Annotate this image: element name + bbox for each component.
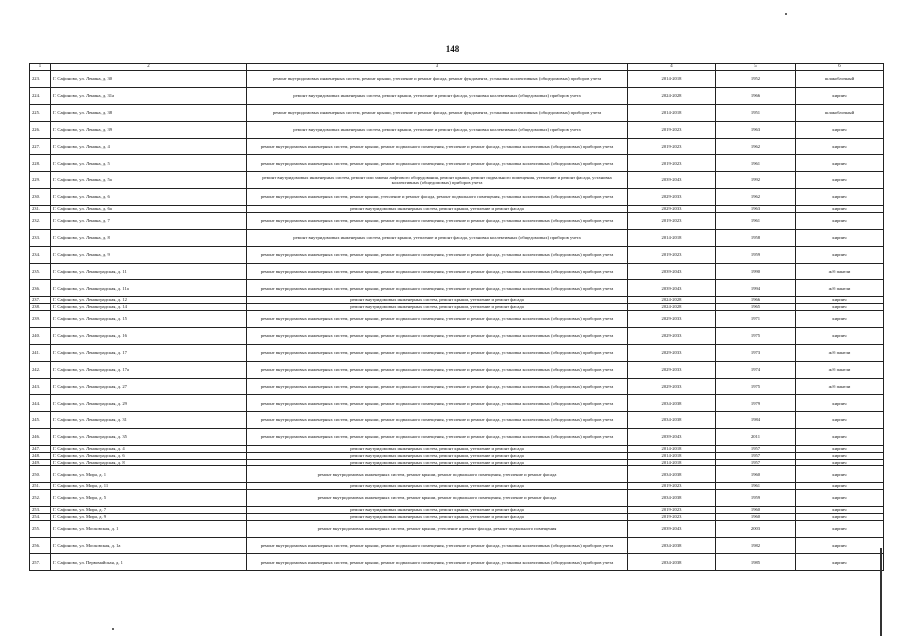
wall-material-cell: кирпич bbox=[796, 121, 884, 138]
table-row bbox=[30, 483, 884, 490]
table-row bbox=[30, 263, 884, 280]
period-cell: 2034-2038 bbox=[628, 412, 716, 429]
build-year-cell: 1957 bbox=[716, 452, 796, 459]
build-year-cell: 1957 bbox=[716, 446, 796, 453]
table-row bbox=[30, 172, 884, 189]
address-cell: Г. Сафоново, ул. Московская, д. 1 bbox=[51, 520, 247, 537]
wall-material-cell: ж/б панели bbox=[796, 378, 884, 395]
works-cell: ремонт внутридомовых инженерных систем, ремонт крыши, утепление и ремонт фасада bbox=[247, 513, 628, 520]
build-year-cell: 1971 bbox=[716, 310, 796, 327]
wall-material-cell: кирпич bbox=[796, 429, 884, 446]
table-row bbox=[30, 452, 884, 459]
address-cell: Г. Сафоново, ул. Ленинградская, д. 29 bbox=[51, 395, 247, 412]
table-row bbox=[30, 121, 884, 138]
wall-material-cell: кирпич bbox=[796, 327, 884, 344]
address-cell: Г. Сафоново, ул. Ленина, д. 38 bbox=[51, 104, 247, 121]
works-cell: ремонт внутридомовых инженерных систем, ремонт крыши, утепление и ремонт фасада bbox=[247, 452, 628, 459]
period-cell: 2034-2038 bbox=[628, 537, 716, 554]
wall-material-cell: кирпич bbox=[796, 155, 884, 172]
row-number: 238. bbox=[30, 304, 51, 311]
address-cell: Г. Сафоново, ул. Ленина, д. 30 bbox=[51, 71, 247, 88]
row-number: 228. bbox=[30, 155, 51, 172]
table-row bbox=[30, 537, 884, 554]
address-cell: Г. Сафоново, ул. Мира, д. 7 bbox=[51, 507, 247, 514]
address-cell: Г. Сафоново, ул. Ленина, д. 39 bbox=[51, 121, 247, 138]
works-cell: ремонт внутридомовых инженерных систем, ремонт крыши, утепление и ремонт фасада, ремонт фундамента, установка коллективных (общедомовых) приборов учета bbox=[247, 104, 628, 121]
table-row bbox=[30, 297, 884, 304]
period-cell: 2014-2018 bbox=[628, 452, 716, 459]
row-number: 231. bbox=[30, 206, 51, 213]
works-cell: ремонт внутридомовых инженерных систем, ремонт или замена лифтового оборудования, ремонт крыши, ремонт подвального помещения, утепление и ремонт фасада, установка коллективных (общедомовых) приборов учета bbox=[247, 172, 628, 189]
build-year-cell: 1984 bbox=[716, 412, 796, 429]
address-cell: Г. Сафоново, ул. Ленина, д. 5а bbox=[51, 172, 247, 189]
row-number: 224. bbox=[30, 87, 51, 104]
build-year-cell: 1982 bbox=[716, 537, 796, 554]
table-row bbox=[30, 229, 884, 246]
table-row bbox=[30, 507, 884, 514]
address-cell: Г. Сафоново, ул. Ленинградская, д. 27 bbox=[51, 378, 247, 395]
address-cell: Г. Сафоново, ул. Ленинградская, д. 6 bbox=[51, 452, 247, 459]
address-cell: Г. Сафоново, ул. Ленинградская, д. 17а bbox=[51, 361, 247, 378]
works-cell: ремонт внутридомовых инженерных систем, ремонт крыши, ремонт подвального помещения, утепление и ремонт фасада, установка коллективных (общедомовых) приборов учета bbox=[247, 361, 628, 378]
period-cell: 2014-2018 bbox=[628, 459, 716, 466]
works-cell: ремонт внутридомовых инженерных систем, ремонт крыши, ремонт подвального помещения, утепление и ремонт фасада bbox=[247, 466, 628, 483]
wall-material-cell: кирпич bbox=[796, 513, 884, 520]
address-cell: Г. Сафоново, ул. Ленина, д. 5 bbox=[51, 155, 247, 172]
build-year-cell: 1962 bbox=[716, 138, 796, 155]
row-number: 244. bbox=[30, 395, 51, 412]
row-number: 227. bbox=[30, 138, 51, 155]
wall-material-cell: кирпич bbox=[796, 246, 884, 263]
build-year-cell: 1960 bbox=[716, 513, 796, 520]
period-cell: 2014-2018 bbox=[628, 71, 716, 88]
wall-material-cell: ж/б панели bbox=[796, 263, 884, 280]
row-number: 246. bbox=[30, 429, 51, 446]
scan-edge-line bbox=[880, 548, 882, 636]
row-number: 232. bbox=[30, 212, 51, 229]
works-cell: ремонт внутридомовых инженерных систем, ремонт крыши, утепление и ремонт фасада, установка коллективных (общедомовых) приборов учета bbox=[247, 87, 628, 104]
period-cell: 2024-2028 bbox=[628, 304, 716, 311]
works-cell: ремонт внутридомовых инженерных систем, ремонт крыши, утепление и ремонт фасада, установка коллективных (общедомовых) приборов учета bbox=[247, 229, 628, 246]
works-cell: ремонт внутридомовых инженерных систем, ремонт крыши, ремонт подвального помещения, утепление и ремонт фасада, установка коллективных (общедомовых) приборов учета bbox=[247, 310, 628, 327]
works-cell: ремонт внутридомовых инженерных систем, ремонт крыши, утепление и ремонт фасада bbox=[247, 446, 628, 453]
works-cell: ремонт внутридомовых инженерных систем, ремонт крыши, ремонт подвального помещения, утепление и ремонт фасада, установка коллективных (общедомовых) приборов учета bbox=[247, 212, 628, 229]
wall-material-cell: кирпич bbox=[796, 212, 884, 229]
housing-register-table bbox=[29, 63, 884, 571]
address-cell: Г. Сафоново, ул. Первомайская, д. 1 bbox=[51, 554, 247, 571]
works-cell: ремонт внутридомовых инженерных систем, ремонт крыши, утепление и ремонт фасада bbox=[247, 206, 628, 213]
table-row bbox=[30, 466, 884, 483]
works-cell: ремонт внутридомовых инженерных систем, ремонт крыши, ремонт подвального помещения, утепление и ремонт фасада, установка коллективных (общедомовых) приборов учета bbox=[247, 327, 628, 344]
period-cell: 2029-2033 bbox=[628, 327, 716, 344]
col-header-3: 3 bbox=[247, 64, 628, 71]
address-cell: Г. Сафоново, ул. Ленина, д. 31а bbox=[51, 87, 247, 104]
period-cell: 2034-2038 bbox=[628, 466, 716, 483]
wall-material-cell: кирпич bbox=[796, 189, 884, 206]
period-cell: 2029-2033 bbox=[628, 344, 716, 361]
build-year-cell: 2011 bbox=[716, 429, 796, 446]
build-year-cell: 1963 bbox=[716, 121, 796, 138]
table-row bbox=[30, 104, 884, 121]
address-cell: Г. Сафоново, ул. Ленина, д. 9 bbox=[51, 246, 247, 263]
period-cell: 2014-2018 bbox=[628, 104, 716, 121]
address-cell: Г. Сафоново, ул. Ленина, д. 4 bbox=[51, 138, 247, 155]
period-cell: 2034-2038 bbox=[628, 395, 716, 412]
period-cell: 2029-2033 bbox=[628, 189, 716, 206]
table-row bbox=[30, 206, 884, 213]
period-cell: 2039-2043 bbox=[628, 263, 716, 280]
table-row bbox=[30, 554, 884, 571]
scan-speck bbox=[112, 628, 114, 630]
period-cell: 2024-2028 bbox=[628, 87, 716, 104]
wall-material-cell: шлакоблочный bbox=[796, 71, 884, 88]
build-year-cell: 1992 bbox=[716, 172, 796, 189]
build-year-cell: 1966 bbox=[716, 297, 796, 304]
row-number: 235. bbox=[30, 263, 51, 280]
row-number: 223. bbox=[30, 71, 51, 88]
works-cell: ремонт внутридомовых инженерных систем, ремонт крыши, утепление и ремонт фасада, установка коллективных (общедомовых) приборов учета bbox=[247, 121, 628, 138]
address-cell: Г. Сафоново, ул. Ленинградская, д. 31 bbox=[51, 412, 247, 429]
address-cell: Г. Сафоново, ул. Ленинградская, д. 11 bbox=[51, 263, 247, 280]
row-number: 236. bbox=[30, 280, 51, 297]
table-row bbox=[30, 189, 884, 206]
address-cell: Г. Сафоново, ул. Ленина, д. 6а bbox=[51, 206, 247, 213]
build-year-cell: 1961 bbox=[716, 155, 796, 172]
build-year-cell: 1959 bbox=[716, 490, 796, 507]
build-year-cell: 1962 bbox=[716, 189, 796, 206]
row-number: 226. bbox=[30, 121, 51, 138]
address-cell: Г. Сафоново, ул. Ленинградская, д. 15 bbox=[51, 310, 247, 327]
row-number: 248. bbox=[30, 452, 51, 459]
build-year-cell: 1961 bbox=[716, 212, 796, 229]
col-header-4: 4 bbox=[628, 64, 716, 71]
works-cell: ремонт внутридомовых инженерных систем, ремонт крыши, ремонт подвального помещения, утепление и ремонт фасада, установка коллективных (общедомовых) приборов учета bbox=[247, 138, 628, 155]
address-cell: Г. Сафоново, ул. Ленинградская, д. 11а bbox=[51, 280, 247, 297]
table-row bbox=[30, 361, 884, 378]
build-year-cell: 1957 bbox=[716, 459, 796, 466]
build-year-cell: 1951 bbox=[716, 104, 796, 121]
address-cell: Г. Сафоново, ул. Ленинградская, д. 35 bbox=[51, 429, 247, 446]
wall-material-cell: ж/б панели bbox=[796, 361, 884, 378]
table-row bbox=[30, 490, 884, 507]
table-row bbox=[30, 513, 884, 520]
period-cell: 2019-2023 bbox=[628, 246, 716, 263]
row-number: 240. bbox=[30, 327, 51, 344]
period-cell: 2029-2033 bbox=[628, 310, 716, 327]
build-year-cell: 1961 bbox=[716, 483, 796, 490]
period-cell: 2024-2028 bbox=[628, 297, 716, 304]
table-row bbox=[30, 446, 884, 453]
address-cell: Г. Сафоново, ул. Мира, д. 11 bbox=[51, 483, 247, 490]
period-cell: 2039-2043 bbox=[628, 280, 716, 297]
row-number: 247. bbox=[30, 446, 51, 453]
wall-material-cell: кирпич bbox=[796, 138, 884, 155]
build-year-cell: 1952 bbox=[716, 71, 796, 88]
works-cell: ремонт внутридомовых инженерных систем, ремонт крыши, ремонт подвального помещения, утепление и ремонт фасада, установка коллективных (общедомовых) приборов учета bbox=[247, 246, 628, 263]
works-cell: ремонт внутридомовых инженерных систем, ремонт крыши, утепление и ремонт фасада, ремонт подвального помещения bbox=[247, 520, 628, 537]
row-number: 250. bbox=[30, 466, 51, 483]
period-cell: 2019-2023 bbox=[628, 483, 716, 490]
table-row bbox=[30, 212, 884, 229]
wall-material-cell: кирпич bbox=[796, 206, 884, 213]
wall-material-cell: кирпич bbox=[796, 446, 884, 453]
period-cell: 2039-2043 bbox=[628, 520, 716, 537]
wall-material-cell: кирпич bbox=[796, 310, 884, 327]
build-year-cell: 1958 bbox=[716, 229, 796, 246]
period-cell: 2019-2023 bbox=[628, 138, 716, 155]
wall-material-cell: кирпич bbox=[796, 537, 884, 554]
period-cell: 2029-2033 bbox=[628, 206, 716, 213]
build-year-cell: 1959 bbox=[716, 246, 796, 263]
build-year-cell: 1966 bbox=[716, 87, 796, 104]
build-year-cell: 1990 bbox=[716, 263, 796, 280]
row-number: 249. bbox=[30, 459, 51, 466]
row-number: 253. bbox=[30, 507, 51, 514]
address-cell: Г. Сафоново, ул. Ленинградская, д. 17 bbox=[51, 344, 247, 361]
wall-material-cell: кирпич bbox=[796, 507, 884, 514]
table-row bbox=[30, 327, 884, 344]
build-year-cell: 1963 bbox=[716, 206, 796, 213]
wall-material-cell: кирпич bbox=[796, 412, 884, 429]
period-cell: 2019-2023 bbox=[628, 121, 716, 138]
works-cell: ремонт внутридомовых инженерных систем, ремонт крыши, утепление и ремонт фасада bbox=[247, 304, 628, 311]
wall-material-cell: кирпич bbox=[796, 520, 884, 537]
wall-material-cell: кирпич bbox=[796, 459, 884, 466]
address-cell: Г. Сафоново, ул. Московская, д. 1а bbox=[51, 537, 247, 554]
wall-material-cell: кирпич bbox=[796, 304, 884, 311]
row-number: 252. bbox=[30, 490, 51, 507]
period-cell: 2019-2023 bbox=[628, 212, 716, 229]
period-cell: 2029-2033 bbox=[628, 378, 716, 395]
works-cell: ремонт внутридомовых инженерных систем, ремонт крыши, ремонт подвального помещения, утепление и ремонт фасада, установка коллективных (общедомовых) приборов учета bbox=[247, 395, 628, 412]
wall-material-cell: кирпич bbox=[796, 490, 884, 507]
works-cell: ремонт внутридомовых инженерных систем, ремонт крыши, ремонт подвального помещения, утепление и ремонт фасада, установка коллективных (общедомовых) приборов учета bbox=[247, 155, 628, 172]
address-cell: Г. Сафоново, ул. Ленинградская, д. 4 bbox=[51, 446, 247, 453]
table-row bbox=[30, 412, 884, 429]
works-cell: ремонт внутридомовых инженерных систем, ремонт крыши, ремонт подвального помещения, утепление и ремонт фасада, установка коллективных (общедомовых) приборов учета bbox=[247, 280, 628, 297]
row-number: 229. bbox=[30, 172, 51, 189]
table-row bbox=[30, 310, 884, 327]
row-number: 239. bbox=[30, 310, 51, 327]
period-cell: 2039-2043 bbox=[628, 172, 716, 189]
scan-speck bbox=[785, 13, 787, 15]
build-year-cell: 1960 bbox=[716, 507, 796, 514]
period-cell: 2034-2038 bbox=[628, 554, 716, 571]
table-row bbox=[30, 429, 884, 446]
address-cell: Г. Сафоново, ул. Мира, д. 9 bbox=[51, 513, 247, 520]
address-cell: Г. Сафоново, ул. Ленина, д. 8 bbox=[51, 229, 247, 246]
address-cell: Г. Сафоново, ул. Ленинградская, д. 14 bbox=[51, 304, 247, 311]
build-year-cell: 2003 bbox=[716, 520, 796, 537]
address-cell: Г. Сафоново, ул. Ленинградская, д. 12 bbox=[51, 297, 247, 304]
row-number: 255. bbox=[30, 520, 51, 537]
build-year-cell: 1975 bbox=[716, 378, 796, 395]
works-cell: ремонт внутридомовых инженерных систем, ремонт крыши, утепление и ремонт фасада, ремонт фундамента, установка коллективных (общедомовых) приборов учета bbox=[247, 71, 628, 88]
period-cell: 2019-2023 bbox=[628, 507, 716, 514]
build-year-cell: 1975 bbox=[716, 327, 796, 344]
wall-material-cell: кирпич bbox=[796, 452, 884, 459]
works-cell: ремонт внутридомовых инженерных систем, ремонт крыши, ремонт подвального помещения, утепление и ремонт фасада, установка коллективных (общедомовых) приборов учета bbox=[247, 412, 628, 429]
works-cell: ремонт внутридомовых инженерных систем, ремонт крыши, ремонт подвального помещения, утепление и ремонт фасада, установка коллективных (общедомовых) приборов учета bbox=[247, 429, 628, 446]
wall-material-cell: кирпич bbox=[796, 229, 884, 246]
table-row bbox=[30, 87, 884, 104]
address-cell: Г. Сафоново, ул. Мира, д. 5 bbox=[51, 490, 247, 507]
row-number: 241. bbox=[30, 344, 51, 361]
works-cell: ремонт внутридомовых инженерных систем, ремонт крыши, утепление и ремонт фасада bbox=[247, 507, 628, 514]
works-cell: ремонт внутридомовых инженерных систем, ремонт крыши, ремонт подвального помещения, утепление и ремонт фасада bbox=[247, 490, 628, 507]
col-header-2: 2 bbox=[51, 64, 247, 71]
row-number: 225. bbox=[30, 104, 51, 121]
table-row bbox=[30, 344, 884, 361]
period-cell: 2019-2023 bbox=[628, 155, 716, 172]
table-row bbox=[30, 304, 884, 311]
wall-material-cell: ж/б панели bbox=[796, 344, 884, 361]
wall-material-cell: ж/б панели bbox=[796, 280, 884, 297]
wall-material-cell: кирпич bbox=[796, 466, 884, 483]
works-cell: ремонт внутридомовых инженерных систем, ремонт крыши, ремонт подвального помещения, утепление и ремонт фасада, установка коллективных (общедомовых) приборов учета bbox=[247, 378, 628, 395]
row-number: 243. bbox=[30, 378, 51, 395]
works-cell: ремонт внутридомовых инженерных систем, ремонт крыши, утепление и ремонт фасада bbox=[247, 459, 628, 466]
table-row bbox=[30, 280, 884, 297]
works-cell: ремонт внутридомовых инженерных систем, ремонт крыши, утепление и ремонт фасада bbox=[247, 297, 628, 304]
period-cell: 2034-2038 bbox=[628, 490, 716, 507]
build-year-cell: 1965 bbox=[716, 304, 796, 311]
wall-material-cell: шлакоблочный bbox=[796, 104, 884, 121]
works-cell: ремонт внутридомовых инженерных систем, ремонт крыши, ремонт подвального помещения, утепление и ремонт фасада, установка коллективных (общедомовых) приборов учета bbox=[247, 344, 628, 361]
address-cell: Г. Сафоново, ул. Ленинградская, д. 8 bbox=[51, 459, 247, 466]
build-year-cell: 1985 bbox=[716, 554, 796, 571]
build-year-cell: 1974 bbox=[716, 361, 796, 378]
row-number: 256. bbox=[30, 537, 51, 554]
build-year-cell: 1979 bbox=[716, 395, 796, 412]
wall-material-cell: кирпич bbox=[796, 87, 884, 104]
row-number: 234. bbox=[30, 246, 51, 263]
row-number: 257. bbox=[30, 554, 51, 571]
col-header-6: 6 bbox=[796, 64, 884, 71]
wall-material-cell: кирпич bbox=[796, 395, 884, 412]
works-cell: ремонт внутридомовых инженерных систем, ремонт крыши, ремонт подвального помещения, утепление и ремонт фасада, установка коллективных (общедомовых) приборов учета bbox=[247, 554, 628, 571]
table-body bbox=[30, 64, 884, 571]
period-cell: 2029-2033 bbox=[628, 361, 716, 378]
address-cell: Г. Сафоново, ул. Ленина, д. 6 bbox=[51, 189, 247, 206]
wall-material-cell: кирпич bbox=[796, 483, 884, 490]
works-cell: ремонт внутридомовых инженерных систем, ремонт крыши, утепление и ремонт фасада bbox=[247, 483, 628, 490]
build-year-cell: 1973 bbox=[716, 344, 796, 361]
row-number: 237. bbox=[30, 297, 51, 304]
table-row bbox=[30, 520, 884, 537]
build-year-cell: 1994 bbox=[716, 280, 796, 297]
table-row bbox=[30, 138, 884, 155]
row-number: 230. bbox=[30, 189, 51, 206]
table-row bbox=[30, 246, 884, 263]
table-row bbox=[30, 395, 884, 412]
wall-material-cell: кирпич bbox=[796, 554, 884, 571]
row-number: 242. bbox=[30, 361, 51, 378]
period-cell: 2019-2023 bbox=[628, 513, 716, 520]
table-row bbox=[30, 459, 884, 466]
works-cell: ремонт внутридомовых инженерных систем, ремонт крыши, ремонт подвального помещения, утепление и ремонт фасада, установка коллективных (общедомовых) приборов учета bbox=[247, 537, 628, 554]
table-row bbox=[30, 155, 884, 172]
build-year-cell: 1960 bbox=[716, 466, 796, 483]
wall-material-cell: кирпич bbox=[796, 172, 884, 189]
col-header-5: 5 bbox=[716, 64, 796, 71]
table-row bbox=[30, 378, 884, 395]
address-cell: Г. Сафоново, ул. Ленина, д. 7 bbox=[51, 212, 247, 229]
period-cell: 2014-2018 bbox=[628, 446, 716, 453]
period-cell: 2039-2043 bbox=[628, 429, 716, 446]
row-number: 251. bbox=[30, 483, 51, 490]
column-number-row bbox=[30, 64, 884, 71]
period-cell: 2014-2018 bbox=[628, 229, 716, 246]
works-cell: ремонт внутридомовых инженерных систем, ремонт крыши, утепление и ремонт фасада, ремонт подвального помещения, установка коллективных (общедомовых) приборов учета bbox=[247, 189, 628, 206]
address-cell: Г. Сафоново, ул. Ленинградская, д. 16 bbox=[51, 327, 247, 344]
col-header-1: 1 bbox=[30, 64, 51, 71]
address-cell: Г. Сафоново, ул. Мира, д. 1 bbox=[51, 466, 247, 483]
row-number: 245. bbox=[30, 412, 51, 429]
row-number: 233. bbox=[30, 229, 51, 246]
page-number: 148 bbox=[445, 44, 460, 54]
works-cell: ремонт внутридомовых инженерных систем, ремонт крыши, ремонт подвального помещения, утепление и ремонт фасада, установка коллективных (общедомовых) приборов учета bbox=[247, 263, 628, 280]
row-number: 254. bbox=[30, 513, 51, 520]
table-row bbox=[30, 71, 884, 88]
wall-material-cell: кирпич bbox=[796, 297, 884, 304]
